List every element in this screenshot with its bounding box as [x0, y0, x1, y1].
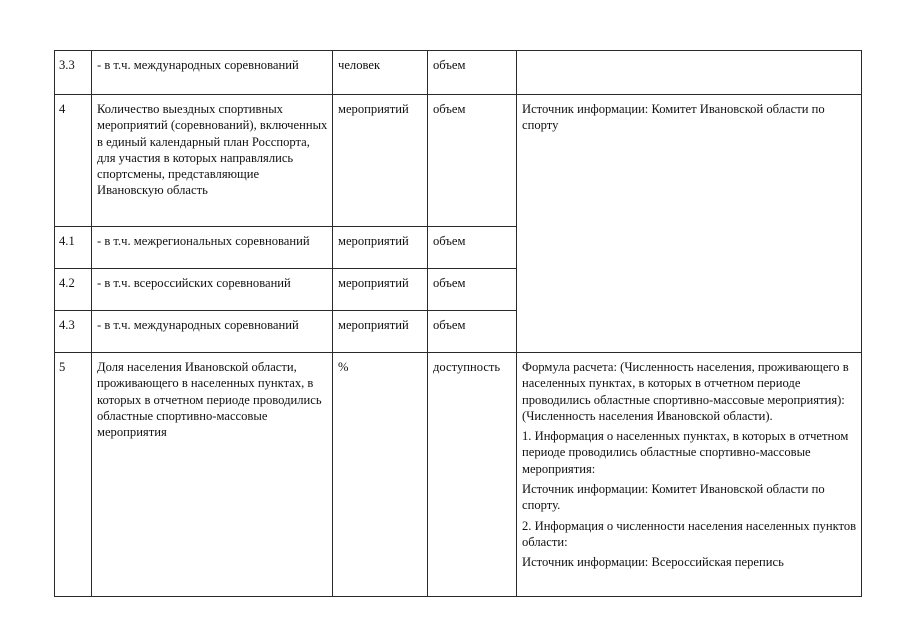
- source-cell: [517, 95, 862, 353]
- indicator-table: [54, 50, 862, 597]
- unit-cell: мероприятий: [333, 269, 428, 311]
- indicator-name: Доля населения Ивановской области, проживающего в населенных пунктах, в которых в отчетном периоде проводились областные спортивно-массовые мероприятия: [92, 353, 333, 597]
- row-number: 4.2: [55, 269, 92, 311]
- table-row-5: [55, 353, 862, 597]
- source-paragraph: Источник информации: Всероссийская перепись: [522, 555, 784, 570]
- unit-cell: мероприятий: [333, 95, 428, 227]
- unit-cell: мероприятий: [333, 311, 428, 353]
- indicator-name: - в т.ч. межрегиональных соревнований: [92, 227, 333, 269]
- row-number: 4.3: [55, 311, 92, 353]
- row-number: 3.3: [55, 51, 92, 95]
- source-paragraph: Источник информации: Комитет Ивановской области по спорту: [522, 102, 825, 133]
- source-cell-empty: [517, 51, 862, 95]
- source-cell: [517, 353, 862, 597]
- indicator-type: объем: [428, 95, 517, 227]
- table-row-4: [55, 95, 862, 227]
- indicator-type: объем: [428, 51, 517, 95]
- indicator-name: Количество выездных спортивных мероприятий (соревнований), включенных в единый календарный план Росспорта, для участия в которых направлялись спортсмены, представляющие Ивановскую область: [92, 95, 333, 227]
- row-number: 5: [55, 353, 92, 597]
- indicator-type: объем: [428, 227, 517, 269]
- indicator-name: - в т.ч. всероссийских соревнований: [92, 269, 333, 311]
- table-row-3-3: [55, 51, 862, 95]
- row-number: 4: [55, 95, 92, 227]
- unit-cell: %: [333, 353, 428, 597]
- formula-paragraph: Формула расчета: (Численность населения, проживающего в населенных пунктах, в которых в отчетном периоде проводились областные спортивно-массовые мероприятия): (Численность населения Ивановской области).: [522, 360, 849, 423]
- source-paragraph: 2. Информация о численности населения населенных пунктов области:: [522, 518, 857, 549]
- unit-cell: мероприятий: [333, 227, 428, 269]
- indicator-type: объем: [428, 311, 517, 353]
- indicator-name: - в т.ч. международных соревнований: [92, 311, 333, 353]
- indicator-name: - в т.ч. международных соревнований: [92, 51, 333, 95]
- row-number: 4.1: [55, 227, 92, 269]
- unit-cell: человек: [333, 51, 428, 95]
- indicator-type: объем: [428, 269, 517, 311]
- source-paragraph: 1. Информация о населенных пунктах, в которых в отчетном периоде проводились областные спортивно-массовые мероприятия:: [522, 429, 849, 476]
- source-paragraph: Источник информации: Комитет Ивановской области по спорту.: [522, 482, 825, 513]
- indicator-type: доступность: [428, 353, 517, 597]
